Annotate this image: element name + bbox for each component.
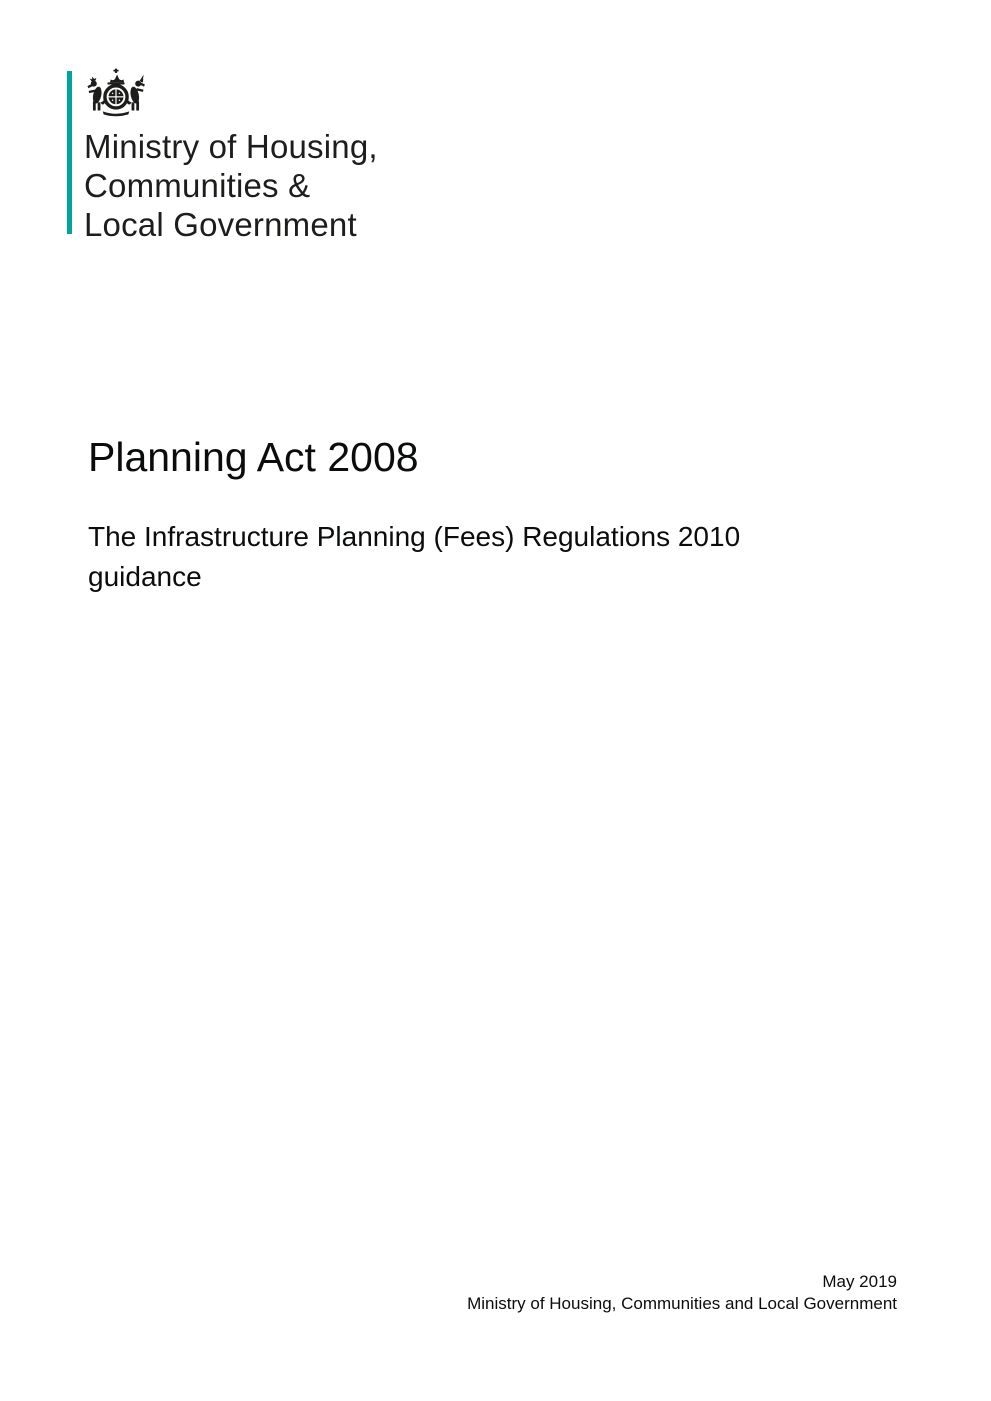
- logo-content: [84, 68, 378, 244]
- department-logo: [67, 68, 378, 244]
- department-name: [84, 127, 378, 244]
- lion-supporter: [87, 77, 105, 111]
- document-title: Planning Act 2008: [88, 434, 419, 480]
- department-name-line-3: Local Government: [84, 206, 357, 243]
- department-name-line-2: Communities &: [84, 167, 311, 204]
- document-subtitle: The Infrastructure Planning (Fees) Regulations 2010 guidance: [88, 521, 741, 592]
- publication-date: May 2019: [822, 1272, 897, 1291]
- unicorn-supporter: [126, 75, 145, 111]
- cover-footer: [467, 1271, 897, 1315]
- logo-accent-bar: [67, 71, 72, 234]
- royal-coat-of-arms-icon: [84, 68, 148, 118]
- publisher-name: Ministry of Housing, Communities and Local Government: [467, 1294, 897, 1313]
- department-name-line-1: Ministry of Housing,: [84, 128, 378, 165]
